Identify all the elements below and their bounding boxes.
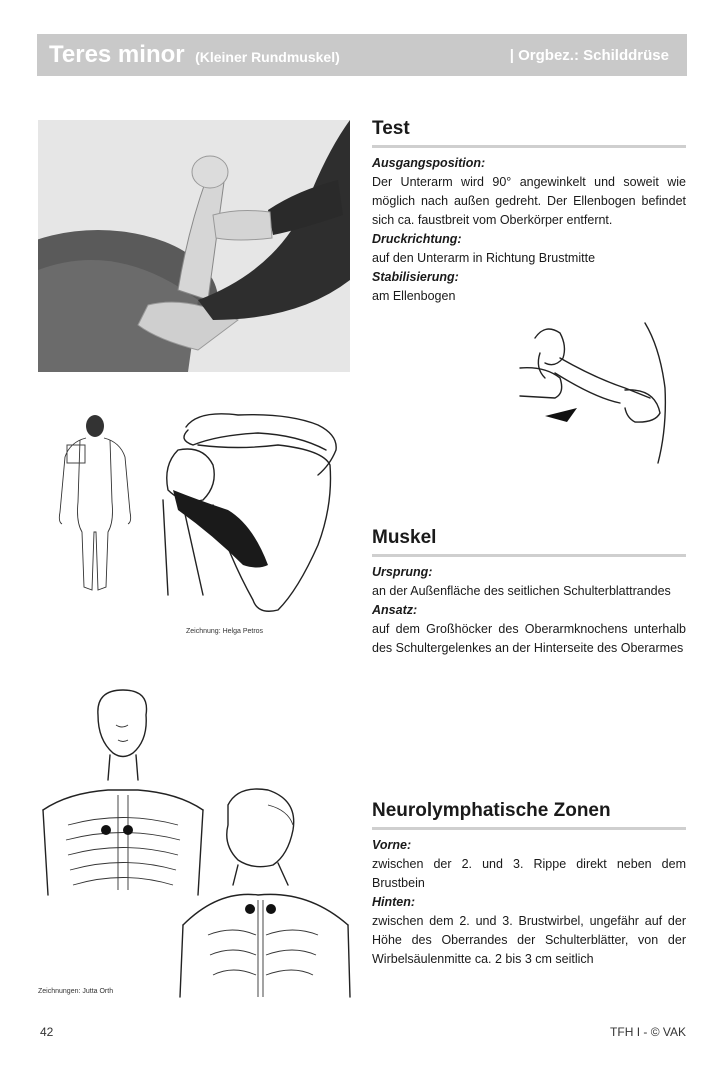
zonen-label-back: Hinten: <box>372 895 416 909</box>
test-text-direction: auf den Unterarm in Richtung Brustmitte <box>372 251 596 265</box>
zonen-text-front: zwischen der 2. und 3. Rippe direkt neben dem Brustbein <box>372 857 686 890</box>
zonen-section <box>372 800 686 969</box>
test-sketch <box>515 318 675 468</box>
test-section <box>372 118 686 306</box>
test-label-start: Ausgangsposition: <box>372 156 486 170</box>
header-bar <box>37 34 687 76</box>
test-text-stabilization: am Ellenbogen <box>372 289 456 303</box>
test-label-stabilization: Stabilisierung: <box>372 270 459 284</box>
header-title-group <box>49 41 340 69</box>
muskel-label-origin: Ursprung: <box>372 565 433 579</box>
muskel-text-insertion: auf dem Großhöcker des Oberarmknochens unterhalb des Schultergelenkes an der Hinterseite des Oberarmes <box>372 622 686 655</box>
zonen-heading: Neurolymphatische Zonen <box>372 800 686 830</box>
muskel-section <box>372 527 686 658</box>
test-heading: Test <box>372 118 686 148</box>
test-label-direction: Druckrichtung: <box>372 232 462 246</box>
test-photo <box>38 120 350 372</box>
test-photo-graphic <box>38 120 350 372</box>
zonen-label-front: Vorne: <box>372 838 412 852</box>
organ-reference: | Orgbez.: Schilddrüse <box>509 46 669 64</box>
page-number: 42 <box>40 1025 54 1039</box>
scapula-drawing <box>158 405 348 620</box>
zonen-text-back: zwischen dem 2. und 3. Brustwirbel, ungefähr auf der Höhe des Oberrandes der Schulterblätter, von der Wirbelsäulenmitte ca. 2 bis 3 cm seitlich <box>372 914 686 966</box>
drawing-caption-1: Zeichnung: Helga Petros <box>186 628 264 635</box>
back-torso-drawing <box>178 785 353 1000</box>
test-text-start: Der Unterarm wird 90° angewinkelt und soweit wie möglich nach außen gedreht. Der Ellenbogen befindet sich ca. faustbreit vom Oberkörper entfernt. <box>372 175 686 227</box>
body-back-figure <box>50 412 140 602</box>
muskel-heading: Muskel <box>372 527 686 557</box>
drawing-caption-2: Zeichnungen: Jutta Orth <box>38 988 114 995</box>
footer-copyright: TFH I - © VAK <box>610 1025 686 1039</box>
muskel-text-origin: an der Außenfläche des seitlichen Schulterblattrandes <box>372 584 671 598</box>
muskel-label-insertion: Ansatz: <box>372 603 418 617</box>
muscle-subtitle: (Kleiner Rundmuskel) <box>195 49 340 65</box>
muscle-title: Teres minor <box>49 41 185 68</box>
arrow-press-icon <box>545 408 577 422</box>
